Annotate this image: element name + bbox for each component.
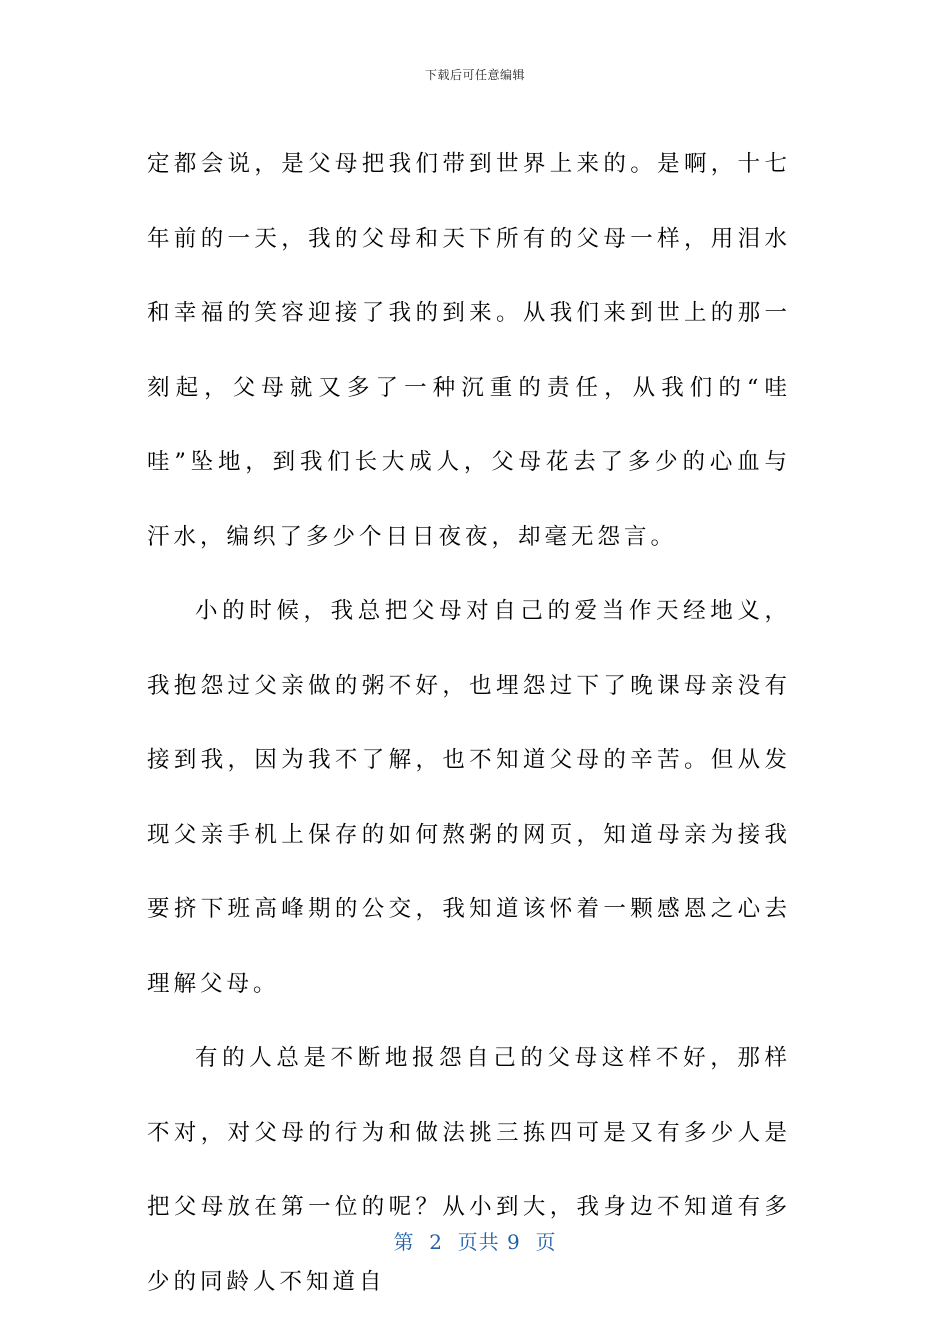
paragraph-1: 定都会说，是父母把我们带到世界上来的。是啊，十七年前的一天，我的父母和天下所有的父母一样，用泪水和幸福的笑容迎接了我的到来。从我们来到世上的那一刻起，父母就又多了一种沉重的责任，从我们的“哇哇”坠地，到我们长大成人，父母花去了多少的心血与汗水，编织了多少个日日夜夜，却毫无怨言。 bbox=[147, 151, 791, 550]
document-body bbox=[147, 127, 791, 1319]
page-number-footer: 第 2 页共 9 页 bbox=[393, 1230, 557, 1254]
paragraph-3: 有的人总是不断地报怨自己的父母这样不好，那样不对，对父母的行为和做法挑三拣四可是又有多少人是把父母放在第一位的呢？从小到大，我身边不知道有多少的同龄人不知道自 bbox=[147, 1045, 791, 1295]
paragraph-2: 小的时候，我总把父母对自己的爱当作天经地义，我抱怨过父亲做的粥不好，也埋怨过下了晚课母亲没有接到我，因为我不了解，也不知道父母的辛苦。但从发现父亲手机上保存的如何熬粥的网页，知道母亲为接我要挤下班高峰期的公交，我知道该怀着一颗感恩之心去理解父母。 bbox=[147, 598, 791, 997]
page-header: 下载后可任意编辑 bbox=[424, 68, 525, 82]
